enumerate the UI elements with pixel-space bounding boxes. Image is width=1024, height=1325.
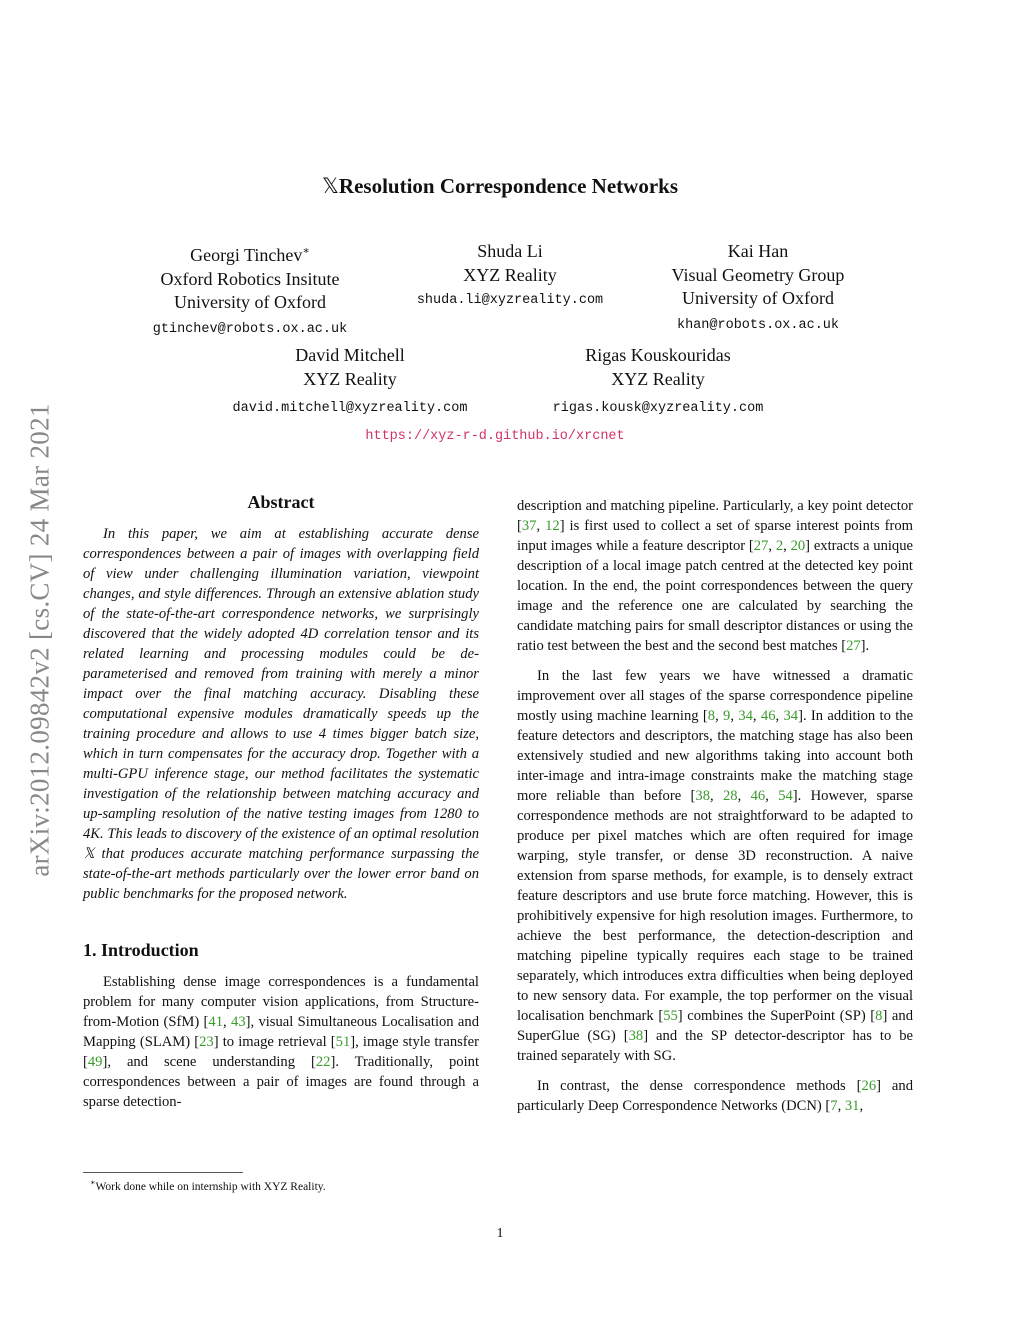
citation-link[interactable]: 27 [846, 638, 861, 654]
author-affiliation: University of Oxford [682, 288, 834, 308]
paper-title [0, 174, 1000, 199]
author-name: Shuda Li [477, 241, 543, 261]
text-run: , [715, 708, 724, 724]
citation-link[interactable]: 26 [861, 1078, 877, 1094]
author-block [370, 240, 650, 313]
author-affiliation: XYZ Reality [463, 264, 557, 285]
citation-link[interactable]: 41 [208, 1014, 224, 1030]
author-block [508, 344, 808, 421]
project-url-link[interactable]: https://xyz-r-d.github.io/xrcnet [365, 429, 625, 444]
text-run: ] and the SP detector-descriptor has to be trained separately with SG. [517, 1028, 913, 1064]
text-run: ]. [860, 638, 870, 654]
text-run: ], and scene understanding [ [102, 1054, 316, 1070]
citation-link[interactable]: 31 [844, 1098, 860, 1114]
introduction-heading: 1. Introduction [83, 940, 199, 960]
citation-link[interactable]: 8 [707, 708, 716, 724]
text-run: description and matching pipeline. Particularly, a key point detector [ [517, 498, 913, 534]
citation-link[interactable]: 43 [231, 1014, 246, 1030]
author-name: Kai Han [727, 241, 789, 261]
author-affiliation: University of Oxford [174, 292, 326, 312]
left-column [83, 492, 479, 1112]
page-number: 1 [496, 1226, 504, 1241]
author-name: David Mitchell [295, 345, 405, 365]
author-block [618, 240, 898, 337]
citation-link[interactable]: 38 [695, 788, 710, 804]
citation-link[interactable]: 8 [875, 1008, 883, 1024]
text-run: , [730, 708, 739, 724]
citation-link[interactable]: 28 [723, 788, 738, 804]
citation-link[interactable]: 38 [628, 1028, 644, 1044]
text-run: ], image style transfer [ [83, 1034, 479, 1070]
citation-link[interactable]: 34 [783, 708, 799, 724]
author-email[interactable]: rigas.kousk@xyzreality.com [552, 401, 764, 416]
intro-paragraph-1-continued [517, 496, 913, 656]
text-run: ], visual Simultaneous Localisation and Mapping (SLAM) [ [83, 1014, 479, 1050]
author-block [200, 344, 500, 421]
citation-link[interactable]: 23 [199, 1034, 214, 1050]
text-run: , [768, 538, 776, 554]
text-run: ] combines the SuperPoint (SP) [ [677, 1008, 876, 1024]
footnote-mark: ∗ [90, 1178, 96, 1187]
citation-link[interactable]: 51 [335, 1034, 351, 1050]
text-run: ] to image retrieval [ [213, 1034, 336, 1050]
intro-paragraph-1 [83, 972, 479, 1112]
citation-link[interactable]: 46 [760, 708, 776, 724]
citation-link[interactable]: 9 [723, 708, 731, 724]
citation-link[interactable]: 49 [87, 1054, 103, 1070]
citation-link[interactable]: 12 [545, 518, 560, 534]
text-run: ]. However, sparse correspondence methods are not straightforward to be adapted to produce per pixel matches which are often required for image warping, style transfer, or dense 3D reconstruction. A naive extension from sparse methods, for example, is to densely extract feature descriptors and use brute force matching. However, this is prohibitively expensive for high resolution images. Furthermore, to achieve the best performance, the detection-description and matching pipeline typically requires each stage to be trained separately, which introduces extra difficulties when being deployed to new sensory data. For example, the top performer on the visual localisation benchmark [ [517, 788, 914, 1024]
author-affiliation: XYZ Reality [303, 368, 397, 389]
citation-link[interactable]: 27 [753, 538, 769, 554]
abstract-heading: Abstract [247, 492, 315, 512]
author-block [110, 240, 390, 341]
text-run: Establishing dense image correspondences is a fundamental problem for many computer vision applications, from Structure-from-Motion (SfM) [ [83, 974, 479, 1030]
author-email[interactable]: gtinchev@robots.ox.ac.uk [152, 321, 348, 337]
intro-paragraph-3 [517, 1076, 913, 1116]
citation-link[interactable]: 34 [738, 708, 753, 724]
author-name: Georgi Tinchev [190, 245, 303, 265]
text-run: ]. In addition to the feature detectors and descriptors, the matching stage has also been extensively studied and new algorithms taking into account both inter-image and intra-image constraints make the matching stage more reliable than before [ [517, 708, 914, 804]
text-run: ] and SuperGlue (SG) [ [517, 1008, 913, 1044]
footnote [90, 1178, 326, 1193]
arxiv-identifier: arXiv:2012.09842v2 [cs.CV] 24 Mar 2021 [24, 403, 55, 877]
author-email[interactable]: khan@robots.ox.ac.uk [676, 317, 840, 333]
text-run: , [783, 538, 791, 554]
citation-link[interactable]: 37 [521, 518, 537, 534]
citation-link[interactable]: 22 [315, 1054, 331, 1070]
text-run: ] and particularly Deep Correspondence Networks (DCN) [ [517, 1078, 913, 1114]
footnote-rule [83, 1172, 243, 1173]
citation-link[interactable]: 2 [775, 538, 784, 554]
abstract-text: In this paper, we aim at establishing accurate dense correspondences between a pair of images with overlapping field of view under challenging illumination variation, viewpoint changes, and style differences. Through an extensive ablation study of the state-of-the-art correspondence networks, we surprisingly discovered that the widely adopted 4D correlation tensor and its related learning and processing modules could be de-parameterised and removed from training with merely a minor impact over the final matching accuracy. Disabling these computational expensive modules dramatically speeds up the training procedure and allows to use 4 times bigger batch size, which in turn compensates for the accuracy drop. Together with a multi-GPU inference stage, our method facilitates the systematic investigation of the relationship between matching accuracy and up-sampling resolution of the native testing images from 1280 to 4K. This leads to discovery of the existence of an optimal resolution 𝕏 that produces accurate matching performance surpassing the state-of-the-art methods particularly over the lower error band on public benchmarks for the proposed network. [83, 526, 479, 902]
citation-link[interactable]: 20 [790, 538, 806, 554]
citation-link[interactable]: 46 [750, 788, 766, 804]
text-run: ]. Traditionally, point correspondences between a pair of images are found through a sparse detection- [83, 1054, 480, 1110]
citation-link[interactable]: 7 [830, 1098, 838, 1114]
text-run: , [765, 788, 779, 804]
text-run: ] extracts a unique description of a local image patch centred at the detected key point location. In the end, the point correspondences between the query image and the reference one are calculated by searching the candidate matching pairs for small descriptor distances or using the ratio test between the best and the second best matches [ [517, 538, 913, 654]
text-run: , [775, 708, 784, 724]
text-run: , [752, 708, 761, 724]
author-email[interactable]: david.mitchell@xyzreality.com [232, 401, 468, 416]
text-run: In the last few years we have witnessed a dramatic improvement over all stages of the sparse correspondence pipeline mostly using machine learning [ [517, 668, 913, 724]
text-run: In contrast, the dense correspondence methods [ [537, 1078, 862, 1094]
text-run: , [223, 1014, 232, 1030]
author-affiliation: Oxford Robotics Insitute [160, 268, 340, 289]
right-column [517, 496, 913, 1116]
text-run: , [737, 788, 751, 804]
intro-paragraph-2 [517, 666, 913, 1066]
author-email[interactable]: shuda.li@xyzreality.com [416, 293, 604, 308]
author-affiliation: XYZ Reality [611, 368, 705, 389]
author-affiliation: Visual Geometry Group [671, 264, 845, 285]
text-run: , [859, 1098, 864, 1114]
text-run: , [536, 518, 546, 534]
citation-link[interactable]: 55 [663, 1008, 678, 1024]
footnote-text: Work done while on internship with XYZ Reality. [95, 1180, 326, 1193]
text-run: , [837, 1098, 845, 1114]
author-footnote-mark: ∗ [302, 245, 310, 257]
title-symbol: 𝕏 [321, 174, 339, 198]
citation-link[interactable]: 54 [778, 788, 793, 804]
title-text: Resolution Correspondence Networks [338, 174, 679, 198]
text-run: ] is first used to collect a set of sparse interest points from input images while a feature descriptor [ [517, 518, 913, 554]
author-name: Rigas Kouskouridas [585, 345, 731, 365]
text-run: , [710, 788, 723, 804]
